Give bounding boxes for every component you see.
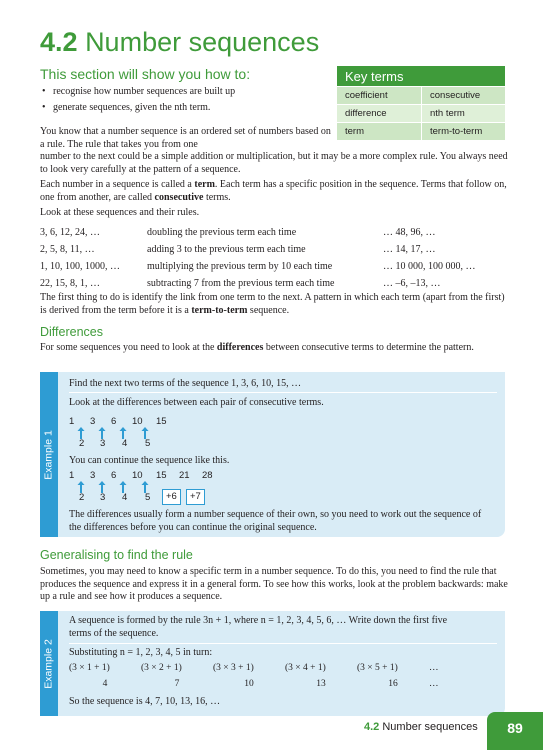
- title-number: 4.2: [40, 27, 78, 57]
- sequence-table: [40, 225, 510, 293]
- example-2-step1: Substituting n = 1, 2, 3, 4, 5 in turn:: [69, 647, 213, 658]
- key-terms-rows: [337, 86, 505, 140]
- example-2-question-line2: terms of the sequence.: [69, 628, 159, 639]
- example-1-step1: Look at the differences between each pair of consecutive terms.: [69, 397, 324, 408]
- result-value: 4: [102, 679, 108, 689]
- page-number: 89: [507, 720, 523, 736]
- difference-value: 4: [122, 438, 128, 449]
- substitution: (3 × 4 + 1): [285, 663, 326, 673]
- separator: [69, 643, 497, 644]
- example-2-question-line1: A sequence is formed by the rule 3n + 1, where n = 1, 2, 3, 4, 5, 6, … Write down the first five: [69, 615, 448, 626]
- key-terms-row: [337, 104, 505, 122]
- result-value: 13: [316, 679, 326, 689]
- text-span: The first thing to do is identify the link from one term to the next. A pattern in which each term (apart from the first) is derived from the term before it is a: [40, 292, 505, 316]
- substitution: (3 × 3 + 1): [213, 663, 254, 673]
- paragraph-generalising: Sometimes, you may need to know a specific term in a number sequence. To do this, you need to find the rule that produces the sequence and express it in a general form. To see how this works, look at the problem backwards: make up a rule and see how it produces a sequence.: [40, 566, 508, 602]
- substitution: …: [429, 663, 439, 673]
- key-term: term: [337, 122, 421, 140]
- footer-section-title: Number sequences: [382, 721, 478, 733]
- example-2-label: Example 2: [42, 638, 55, 689]
- sequence-cell: 2, 5, 8, 11, …: [40, 244, 95, 256]
- key-term: consecutive: [421, 86, 505, 104]
- example-2-tab: [40, 611, 58, 716]
- key-term: nth term: [421, 104, 505, 122]
- intro-bullet-list: [40, 86, 330, 117]
- substitution: (3 × 5 + 1): [357, 663, 398, 673]
- term-to-term-keyword: term-to-term: [191, 304, 248, 316]
- footer-section-number: 4.2: [364, 721, 380, 733]
- next-cell: … 14, 17, …: [383, 244, 436, 256]
- page-number-tab: [487, 712, 543, 750]
- sequence-term: 10: [132, 470, 143, 481]
- key-terms-box: [337, 66, 505, 140]
- paragraph-look: Look at these sequences and their rules.: [40, 207, 200, 218]
- example-1-conclusion: The differences usually form a number sequence of their own, so you need to work out the sequence of the differences before you can continue the original sequence.: [69, 509, 482, 533]
- sequence-row: [40, 276, 510, 293]
- sequence-term: 6: [111, 416, 117, 427]
- paragraph-intro-a: You know that a number sequence is an ordered set of numbers based on a rule. The rule that takes you from one: [40, 126, 331, 150]
- example-1-box: [40, 372, 505, 537]
- text-span: sequence.: [247, 304, 290, 316]
- intro-bullet: • generate sequences, given the nth term.: [40, 102, 330, 115]
- sequence-row: [40, 242, 510, 259]
- footer-section-label: [364, 721, 478, 735]
- sequence-term: 10: [132, 416, 143, 427]
- text-span: For some sequences you need to look at the: [40, 342, 217, 353]
- rule-cell: subtracting 7 from the previous term each time: [147, 278, 335, 290]
- sequence-term: 6: [111, 470, 117, 481]
- key-terms-row: [337, 86, 505, 104]
- result-row: [69, 679, 449, 691]
- result-value: 7: [174, 679, 180, 689]
- sequence-term: 21: [179, 470, 190, 481]
- text-span: terms.: [203, 191, 231, 203]
- sequence-term: 15: [156, 470, 167, 481]
- result-value: …: [429, 679, 439, 689]
- sequence-term: 15: [156, 416, 167, 427]
- paragraph-terms: [40, 179, 510, 204]
- text-span: . Each term has a specific position in the sequence. Terms that follow on, one from another, are called: [40, 179, 507, 203]
- separator: [69, 392, 497, 393]
- next-cell: … 48, 96, …: [383, 227, 436, 239]
- difference-value: 4: [122, 492, 128, 503]
- example-1-label: Example 1: [42, 429, 55, 480]
- key-term: term-to-term: [421, 122, 505, 140]
- paragraph-differences: [40, 342, 510, 355]
- sequence-term: 1: [69, 416, 75, 427]
- example-2-box: [40, 611, 505, 716]
- difference-value: 3: [100, 438, 106, 449]
- paragraph-intro-b: number to the next could be a simple addition or multiplication, but it may be a more complex rule. You always need to look very carefully at the pattern of a sequence.: [40, 151, 508, 175]
- example-1-tab: [40, 372, 58, 537]
- example-1-step2: You can continue the sequence like this.: [69, 455, 230, 466]
- rule-cell: multiplying the previous term by 10 each time: [147, 261, 333, 273]
- result-value: 10: [244, 679, 254, 689]
- next-difference-box: +6: [162, 489, 181, 505]
- difference-value: 5: [145, 492, 151, 503]
- text-span: Each number in a sequence is called a: [40, 179, 195, 190]
- intro-heading: This section will show you how to:: [40, 66, 251, 82]
- key-terms-heading: Key terms: [337, 66, 505, 86]
- substitution: (3 × 2 + 1): [141, 663, 182, 673]
- sequence-term: 1: [69, 470, 75, 481]
- substitution-row: [69, 663, 449, 675]
- consecutive-keyword: consecutive: [154, 191, 204, 203]
- term-keyword: term: [194, 179, 215, 190]
- substitution: (3 × 1 + 1): [69, 663, 110, 673]
- sequence-row: [40, 225, 510, 242]
- key-term: difference: [337, 104, 421, 122]
- title-text: Number sequences: [85, 27, 320, 57]
- page-title: [40, 26, 319, 60]
- paragraph-term-to-term: [40, 292, 510, 317]
- difference-value: 2: [79, 492, 85, 503]
- result-value: 16: [388, 679, 398, 689]
- differences-heading: Differences: [40, 325, 103, 339]
- intro-bullet: • recognise how number sequences are built up: [40, 86, 330, 99]
- sequence-term: 28: [202, 470, 213, 481]
- next-difference-box: +7: [186, 489, 205, 505]
- difference-value: 5: [145, 438, 151, 449]
- generalising-heading: Generalising to find the rule: [40, 548, 193, 562]
- example-2-conclusion: So the sequence is 4, 7, 10, 13, 16, …: [69, 696, 221, 707]
- text-span: between consecutive terms to determine the pattern.: [263, 342, 474, 353]
- difference-value: 2: [79, 438, 85, 449]
- sequence-cell: 3, 6, 12, 24, …: [40, 227, 100, 239]
- key-term: coefficient: [337, 86, 421, 104]
- sequence-cell: 22, 15, 8, 1, …: [40, 278, 100, 290]
- next-cell: … 10 000, 100 000, …: [383, 261, 476, 273]
- next-cell: … –6, –13, …: [383, 278, 441, 290]
- sequence-term: 3: [90, 470, 96, 481]
- sequence-term: 3: [90, 416, 96, 427]
- sequence-row: [40, 259, 510, 276]
- difference-value: 3: [100, 492, 106, 503]
- sequence-cell: 1, 10, 100, 1000, …: [40, 261, 120, 273]
- rule-cell: adding 3 to the previous term each time: [147, 244, 306, 256]
- example-1-question: Find the next two terms of the sequence 1, 3, 6, 10, 15, …: [69, 378, 302, 389]
- differences-keyword: differences: [216, 342, 264, 353]
- key-terms-row: [337, 122, 505, 140]
- rule-cell: doubling the previous term each time: [147, 227, 297, 239]
